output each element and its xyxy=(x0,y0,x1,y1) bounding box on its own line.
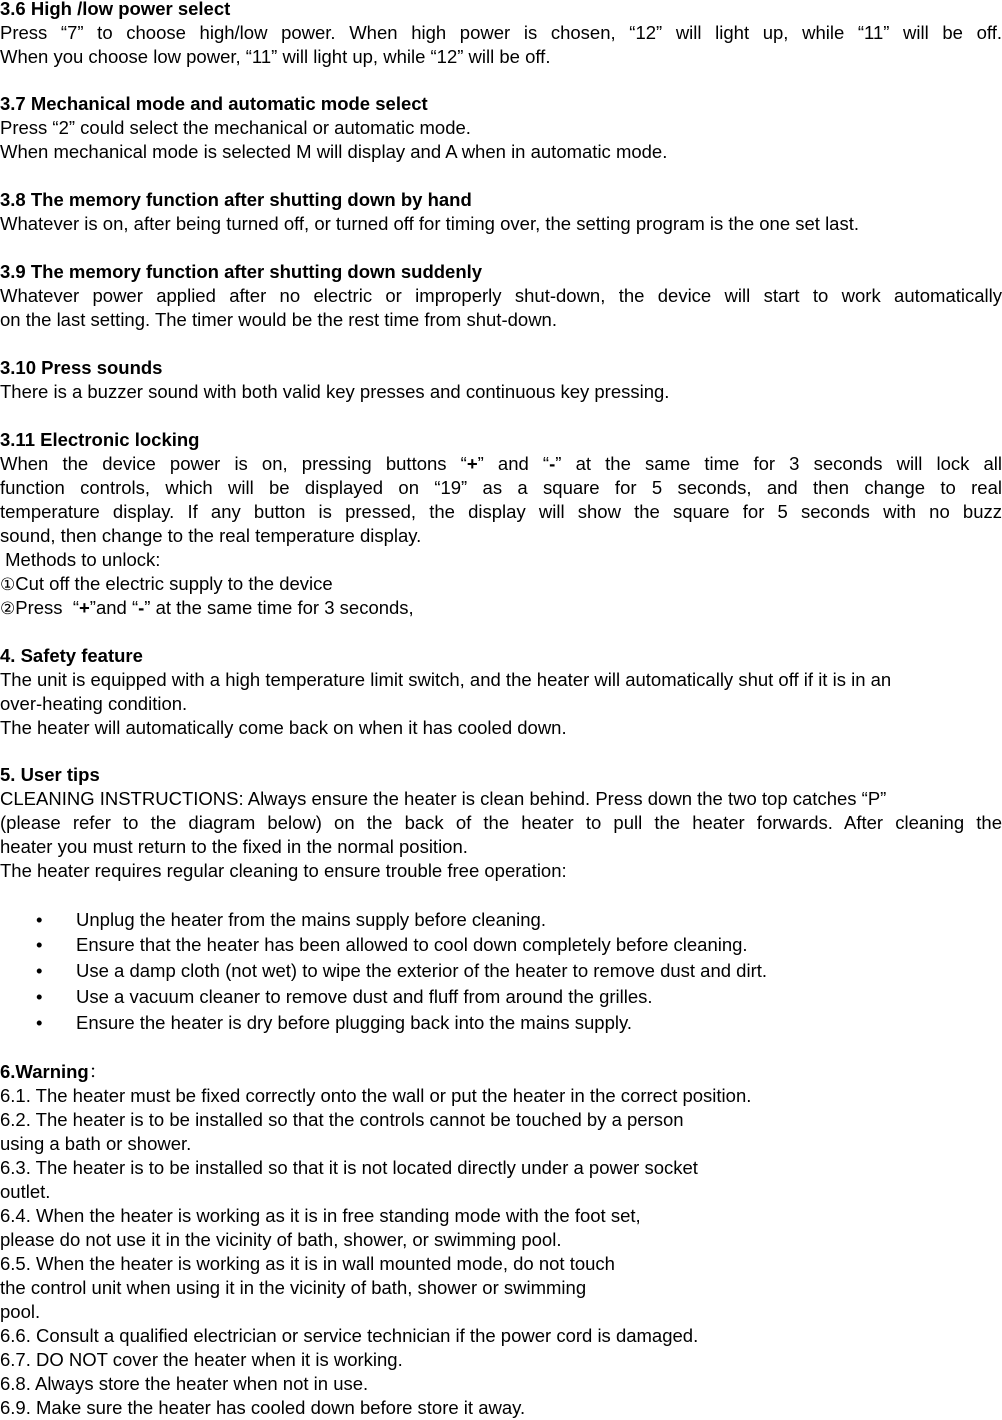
paragraph-line: function controls, which will be displayed on “19” as a square for 5 seconds, and then change to real xyxy=(0,477,1002,498)
section-heading: 4. Safety feature xyxy=(0,645,143,666)
list-item-text: Ensure the heater is dry before plugging back into the mains supply. xyxy=(76,1012,633,1033)
bullet-icon: • xyxy=(36,909,43,930)
warning-line: pool. xyxy=(0,1301,41,1322)
section-heading: 3.9 The memory function after shutting down suddenly xyxy=(0,261,483,282)
paragraph-line: over-heating condition. xyxy=(0,693,188,714)
text-run: ” and “ xyxy=(477,453,550,474)
section-3-7 xyxy=(0,92,1002,164)
text-run: ” at the same time for 3 seconds, xyxy=(144,597,414,618)
paragraph-line: When mechanical mode is selected M will display and A when in automatic mode. xyxy=(0,141,668,162)
paragraph-line: Whatever power applied after no electric or improperly shut-down, the device will start to work automatically xyxy=(0,285,1002,306)
unlock-methods-label: Methods to unlock: xyxy=(0,549,161,570)
text-run: When the device power is on, pressing buttons “ xyxy=(0,453,467,474)
paragraph-line: temperature display. If any button is pressed, the display will show the square for 5 seconds with no buzz xyxy=(0,501,1002,522)
bullet-icon: • xyxy=(36,1012,43,1033)
text-run: Cut off the electric supply to the device xyxy=(15,573,333,594)
warning-line: 6.9. Make sure the heater has cooled down before store it away. xyxy=(0,1397,526,1418)
paragraph-line: Press “7” to choose high/low power. When high power is chosen, “12” will light up, while “11” will be off. xyxy=(0,22,1002,43)
warning-line: 6.7. DO NOT cover the heater when it is working. xyxy=(0,1349,403,1370)
bullet-icon: • xyxy=(36,960,43,981)
warning-line: 6.3. The heater is to be installed so that it is not located directly under a power socket xyxy=(0,1157,698,1178)
paragraph-line: sound, then change to the real temperature display. xyxy=(0,525,422,546)
paragraph-line: heater you must return to the fixed in the normal position. xyxy=(0,836,468,857)
section-heading: 3.11 Electronic locking xyxy=(0,429,200,450)
plus-symbol: + xyxy=(78,597,90,618)
section-heading: 3.10 Press sounds xyxy=(0,357,163,378)
text-run: Press “ xyxy=(15,597,79,618)
list-item-text: Use a vacuum cleaner to remove dust and fluff from around the grilles. xyxy=(76,986,653,1007)
list-item-text: Use a damp cloth (not wet) to wipe the exterior of the heater to remove dust and dirt. xyxy=(76,960,768,981)
section-4 xyxy=(0,644,1002,740)
warning-line: please do not use it in the vicinity of bath, shower, or swimming pool. xyxy=(0,1229,562,1250)
bullet-icon: • xyxy=(36,934,43,955)
paragraph-line: CLEANING INSTRUCTIONS: Always ensure the heater is clean behind. Press down the two top catches “P” xyxy=(0,788,887,809)
paragraph-line: The heater requires regular cleaning to ensure trouble free operation: xyxy=(0,860,567,881)
heading-text: 6.Warning xyxy=(0,1061,89,1082)
circled-number-icon: ① xyxy=(0,575,16,595)
warning-line: outlet. xyxy=(0,1181,51,1202)
minus-symbol: - xyxy=(549,453,556,474)
section-3-6 xyxy=(0,0,1002,69)
list-item-text: Ensure that the heater has been allowed to cool down completely before cleaning. xyxy=(76,934,748,955)
section-heading: 3.8 The memory function after shutting down by hand xyxy=(0,189,472,210)
text-run: ” at the same time for 3 seconds will lock all xyxy=(555,453,1002,474)
paragraph-line: When you choose low power, “11” will light up, while “12” will be off. xyxy=(0,46,551,67)
minus-symbol: - xyxy=(138,597,145,618)
paragraph-line: The unit is equipped with a high temperature limit switch, and the heater will automatically shut off if it is in an xyxy=(0,669,892,690)
list-item xyxy=(0,1011,1002,1036)
paragraph-line: The heater will automatically come back on when it has cooled down. xyxy=(0,717,567,738)
paragraph-line: Whatever is on, after being turned off, or turned off for timing over, the setting program is the one set last. xyxy=(0,213,860,234)
paragraph-line: on the last setting. The timer would be the rest time from shut-down. xyxy=(0,309,557,330)
section-3-11 xyxy=(0,428,1002,620)
paragraph-line: There is a buzzer sound with both valid key presses and continuous key pressing. xyxy=(0,381,670,402)
unlock-method-2 xyxy=(0,596,1002,620)
section-heading: 3.7 Mechanical mode and automatic mode select xyxy=(0,93,428,114)
unlock-method-1 xyxy=(0,572,1002,596)
warning-line: 6.2. The heater is to be installed so that the controls cannot be touched by a person xyxy=(0,1109,684,1130)
section-3-10 xyxy=(0,356,1002,404)
paragraph-line: (please refer to the diagram below) on the back of the heater to pull the heater forwards. After cleaning the xyxy=(0,812,1002,833)
warning-line: the control unit when using it in the vicinity of bath, shower or swimming xyxy=(0,1277,587,1298)
section-6 xyxy=(0,1060,1002,1420)
list-item xyxy=(0,908,1002,933)
warning-line: 6.8. Always store the heater when not in use. xyxy=(0,1373,369,1394)
heading-colon: ： xyxy=(88,1061,108,1082)
section-heading: 3.6 High /low power select xyxy=(0,0,231,19)
section-3-9 xyxy=(0,260,1002,332)
list-item xyxy=(0,959,1002,984)
warning-line: 6.6. Consult a qualified electrician or service technician if the power cord is damaged. xyxy=(0,1325,699,1346)
bullet-icon: • xyxy=(36,986,43,1007)
list-item xyxy=(0,985,1002,1010)
text-run: ”and “ xyxy=(89,597,139,618)
warning-line: 6.4. When the heater is working as it is in free standing mode with the foot set, xyxy=(0,1205,641,1226)
plus-symbol: + xyxy=(466,453,478,474)
warning-line: 6.1. The heater must be fixed correctly onto the wall or put the heater in the correct position. xyxy=(0,1085,752,1106)
circled-number-icon: ② xyxy=(0,599,16,619)
section-3-8 xyxy=(0,188,1002,236)
section-heading xyxy=(0,1060,1002,1084)
section-heading: 5. User tips xyxy=(0,764,100,785)
list-item xyxy=(0,933,1002,958)
paragraph-line xyxy=(0,452,1002,476)
section-5 xyxy=(0,763,1002,883)
warning-line: using a bath or shower. xyxy=(0,1133,192,1154)
warning-line: 6.5. When the heater is working as it is in wall mounted mode, do not touch xyxy=(0,1253,615,1274)
paragraph-line: Press “2” could select the mechanical or automatic mode. xyxy=(0,117,471,138)
list-item-text: Unplug the heater from the mains supply before cleaning. xyxy=(76,909,546,930)
